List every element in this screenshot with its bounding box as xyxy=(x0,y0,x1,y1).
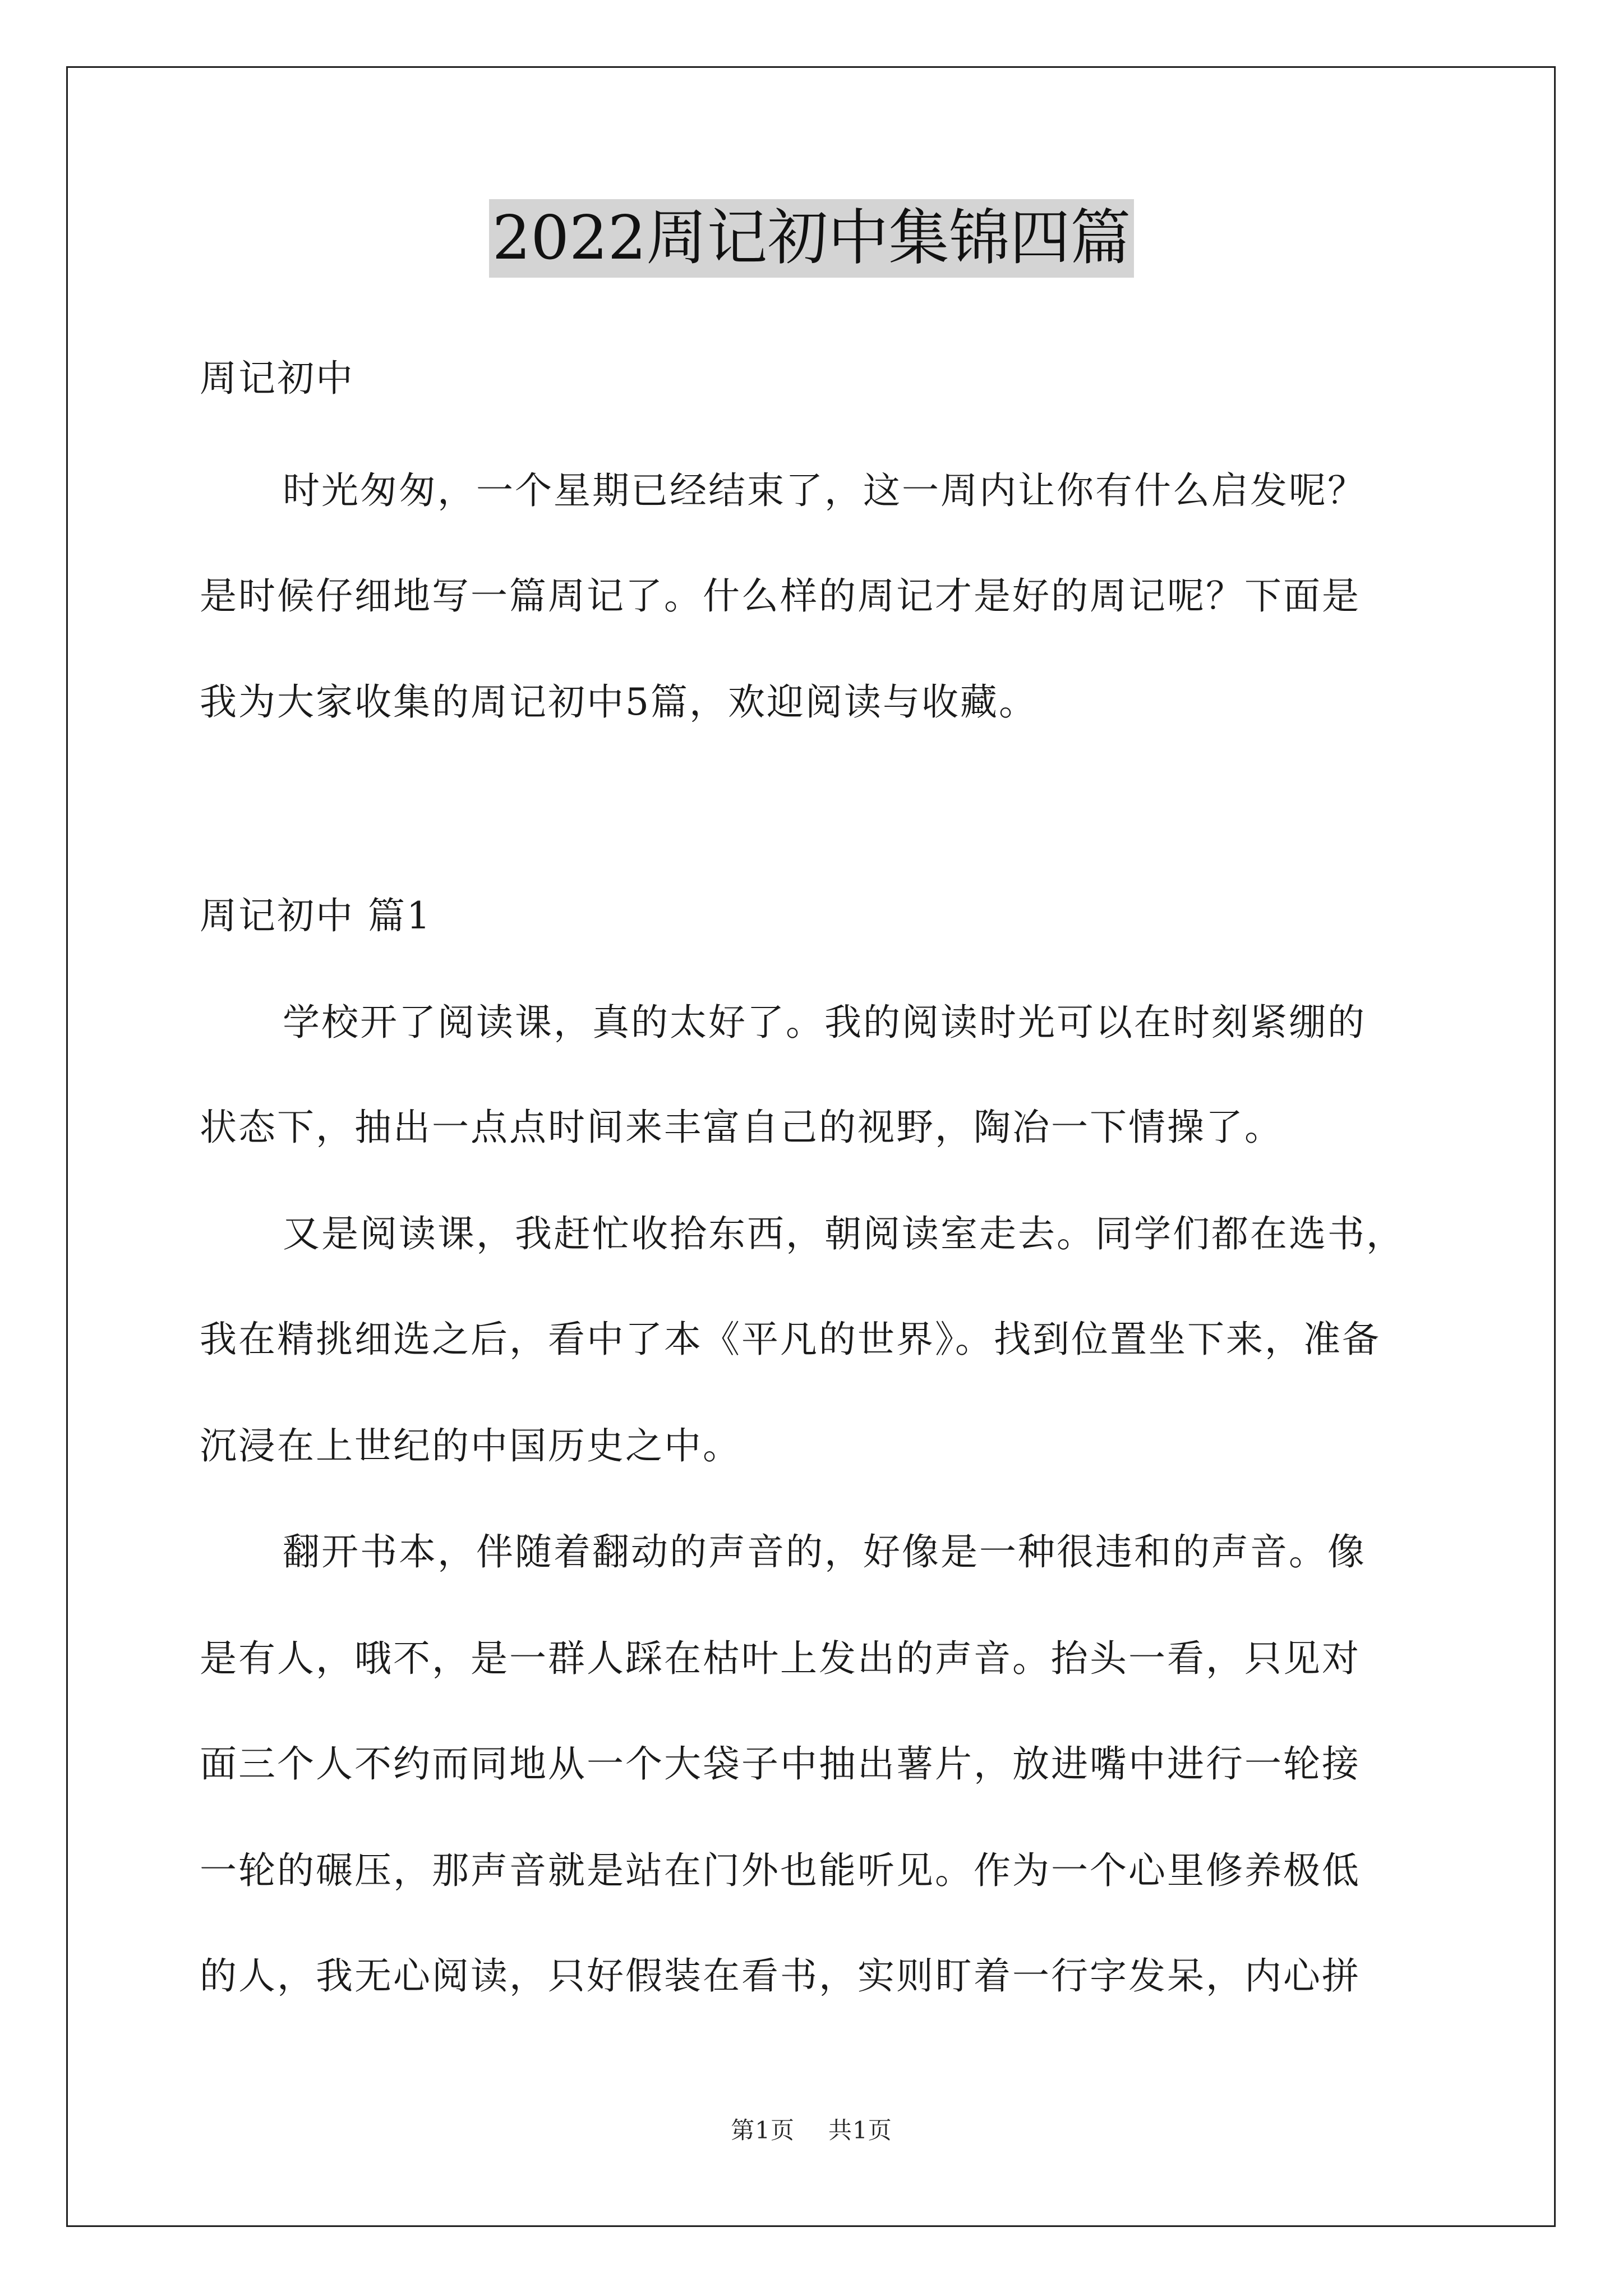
paragraph-line: 状态下，抽出一点点时间来丰富自己的视野，陶冶一下情操了。 xyxy=(200,1106,1283,1149)
page-number-total: 共1页 xyxy=(828,2116,892,2144)
paragraph-line: 学校开了阅读课，真的太好了。我的阅读时光可以在时刻紧绷的 xyxy=(283,1001,1366,1044)
paragraph-line: 我为大家收集的周记初中5篇，欢迎阅读与收藏。 xyxy=(200,680,1038,724)
paragraph-line: 翻开书本，伴随着翻动的声音的，好像是一种很违和的声音。像 xyxy=(283,1530,1366,1573)
title-container xyxy=(0,199,1623,278)
paragraph-line: 又是阅读课，我赶忙收拾东西，朝阅读室走去。同学们都在选书， xyxy=(283,1212,1405,1255)
paragraph-line: 是有人，哦不，是一群人踩在枯叶上发出的声音。抬头一看，只见对 xyxy=(200,1637,1361,1680)
paragraph-line: 沉浸在上世纪的中国历史之中。 xyxy=(200,1424,741,1467)
paragraph-line: 面三个人不约而同地从一个大袋子中抽出薯片，放进嘴中进行一轮接 xyxy=(200,1742,1361,1786)
document-title: 2022周记初中集锦四篇 xyxy=(489,199,1135,278)
section-heading: 周记初中 xyxy=(200,357,354,400)
paragraph-line: 我在精挑细选之后，看中了本《平凡的世界》。找到位置坐下来，准备 xyxy=(200,1318,1381,1361)
paragraph-line: 时光匆匆，一个星期已经结束了，这一周内让你有什么启发呢？ xyxy=(283,469,1366,512)
paragraph-line: 的人，我无心阅读，只好假装在看书，实则盯着一行字发呆，内心拼 xyxy=(200,1954,1361,1998)
section-heading: 周记初中 篇1 xyxy=(200,894,432,937)
page-number-current: 第1页 xyxy=(731,2116,795,2144)
page-footer xyxy=(0,2112,1623,2146)
paragraph-line: 是时候仔细地写一篇周记了。什么样的周记才是好的周记呢？下面是 xyxy=(200,574,1361,618)
paragraph-line: 一轮的碾压，那声音就是站在门外也能听见。作为一个心里修养极低 xyxy=(200,1849,1361,1892)
